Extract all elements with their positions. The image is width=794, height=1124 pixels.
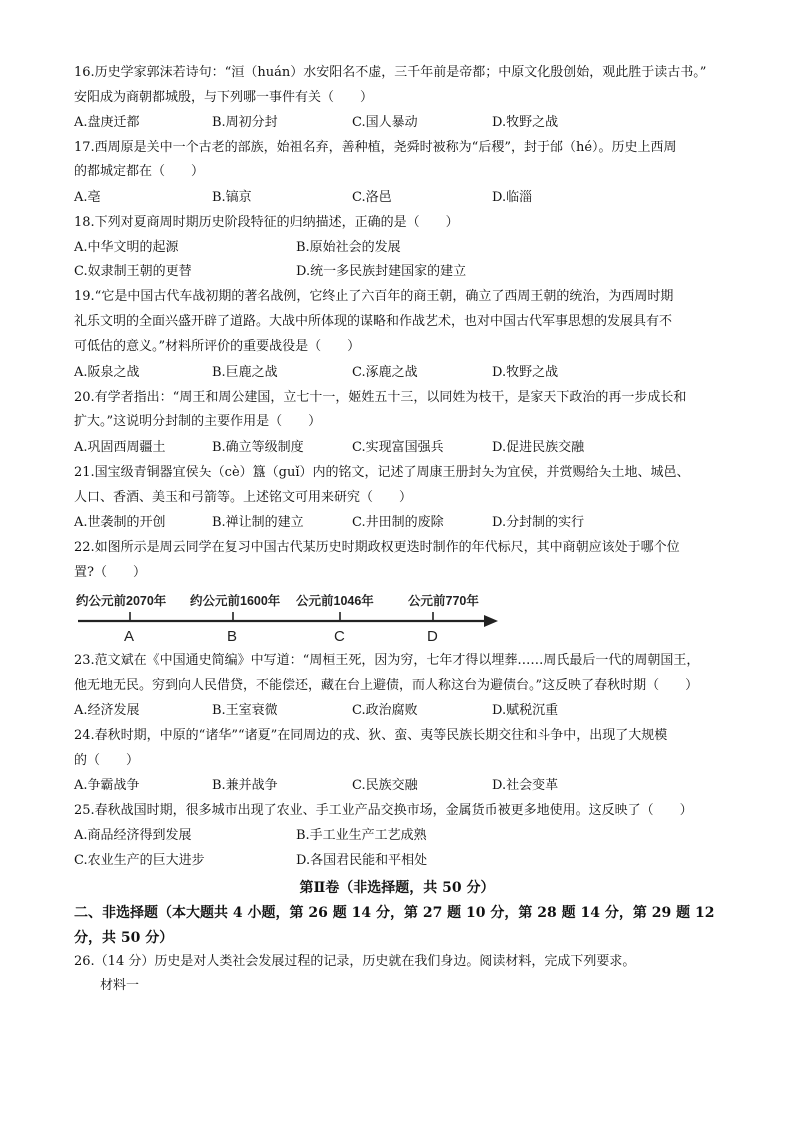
timeline-arrow-icon	[484, 615, 498, 627]
q19-option-a: A.阪泉之战	[74, 365, 140, 380]
q18-option-b: B.原始社会的发展	[296, 240, 401, 255]
q20-option-d: D.促进民族交融	[492, 440, 585, 455]
timeline-letter-b: B	[227, 628, 238, 645]
q20-option-a: A.巩固西周疆土	[74, 440, 166, 455]
q16-option-c: C.国人暴动	[352, 115, 418, 130]
question-17-line-1: 17.西周原是关中一个古老的部族，始祖名弃，善种植，尧舜时被称为“后稷”，封于邰（hé）。历史上西周	[74, 140, 677, 155]
q21-option-b: B.禅让制的建立	[212, 515, 304, 530]
question-20-line-2: 扩大。”这说明分封制的主要作用是（ ）	[74, 414, 322, 429]
question-24-line-1: 24.春秋时期，中原的“诸华”“诸夏”在同周边的戎、狄、蛮、夷等民族长期交往和斗争中，出现了大规模	[74, 728, 668, 743]
timeline-letter-a: A	[124, 628, 135, 645]
q19-option-c: C.涿鹿之战	[352, 365, 418, 380]
q17-option-a: A.亳	[74, 190, 101, 205]
q20-option-b: B.确立等级制度	[212, 440, 304, 455]
q21-option-a: A.世袭制的开创	[74, 515, 166, 530]
q24-option-b: B.兼并战争	[212, 778, 278, 793]
q20-option-c: C.实现富国强兵	[352, 440, 444, 455]
question-24-line-2: 的（ ）	[74, 753, 140, 768]
q23-option-b: B.王室衰微	[212, 703, 278, 718]
q24-option-a: A.争霸战争	[74, 778, 140, 793]
question-19-line-3: 可低估的意义。”材料所评价的重要战役是（ ）	[74, 339, 361, 354]
material-one-label: 材料一	[100, 978, 140, 993]
q24-option-d: D.社会变革	[492, 778, 559, 793]
question-22-line-1: 22.如图所示是周云同学在复习中国古代某历史时期政权更迭时制作的年代标尺，其中商朝应该处于哪个位	[74, 540, 680, 555]
question-25-line-1: 25.春秋战国时期，很多城市出现了农业、手工业产品交换市场，金属货币被更多地使用。这反映了（ ）	[74, 803, 693, 818]
timeline-date-a: 约公元前2070年	[76, 594, 167, 608]
timeline-letter-c: C	[334, 628, 345, 645]
q18-option-d: D.统一多民族封建国家的建立	[296, 264, 467, 279]
question-21-line-1: 21.国宝级青铜器宜侯夨（cè）簋（guǐ）内的铭文，记述了周康王册封夨为宜侯，并赏赐给夨土地、城邑、	[74, 465, 690, 480]
question-19-line-1: 19.“它是中国古代车战初期的著名战例，它终止了六百年的商王朝，确立了西周王朝的统治，为西周时期	[74, 289, 674, 304]
q18-option-a: A.中华文明的起源	[74, 240, 179, 255]
q16-option-a: A.盘庚迁都	[74, 115, 140, 130]
q25-option-c: C.农业生产的巨大进步	[74, 853, 205, 868]
q19-option-d: D.牧野之战	[492, 365, 559, 380]
q17-option-c: C.洛邑	[352, 190, 392, 205]
q25-option-d: D.各国君民能和平相处	[296, 853, 428, 868]
q23-option-a: A.经济发展	[74, 703, 140, 718]
question-20-line-1: 20.有学者指出：“周王和周公建国，立七十一，姬姓五十三，以同姓为枝干，是家天下政治的再一步成长和	[74, 390, 687, 405]
q18-option-c: C.奴隶制王朝的更替	[74, 264, 192, 279]
question-18-line-1: 18.下列对夏商周时期历史阶段特征的归纳描述，正确的是（ ）	[74, 215, 459, 230]
question-16-line-2: 安阳成为商朝都城殷，与下列哪一事件有关（ ）	[74, 90, 374, 105]
timeline-date-b: 约公元前1600年	[190, 594, 281, 608]
q19-option-b: B.巨鹿之战	[212, 365, 278, 380]
question-22-line-2: 置?（ ）	[74, 565, 146, 580]
q17-option-b: B.镐京	[212, 190, 252, 205]
q23-option-d: D.赋税沉重	[492, 703, 559, 718]
timeline-ruler	[74, 590, 504, 646]
q25-option-b: B.手工业生产工艺成熟	[296, 828, 427, 843]
q21-option-d: D.分封制的实行	[492, 515, 585, 530]
question-23-line-1: 23.范文斌在《中国通史简编》中写道：“周桓王死，因为穷，七年才得以埋葬……周氏最后一代的周朝国王，	[74, 653, 700, 668]
question-19-line-2: 礼乐文明的全面兴盛开辟了道路。大战中所体现的谋略和作战艺术，也对中国古代军事思想的发展具有不	[74, 314, 673, 329]
timeline-date-c: 公元前1046年	[296, 594, 374, 608]
question-17-line-2: 的都城定都在（ ）	[74, 164, 205, 179]
q21-option-c: C.井田制的废除	[352, 515, 444, 530]
q24-option-c: C.民族交融	[352, 778, 418, 793]
part-two-title: 第Ⅱ卷（非选择题，共 50 分）	[299, 880, 495, 896]
timeline-letter-d: D	[427, 628, 438, 645]
q16-option-b: B.周初分封	[212, 115, 278, 130]
q25-option-a: A.商品经济得到发展	[74, 828, 192, 843]
timeline-date-d: 公元前770年	[408, 594, 479, 608]
question-23-line-2: 他无地无民。穷到向人民借贷，不能偿还，藏在台上避债，而人称这台为避债台。”这反映了春秋时期（ ）	[74, 678, 699, 693]
section-two-heading-line-2: 分，共 50 分）	[74, 930, 174, 946]
q17-option-d: D.临淄	[492, 190, 533, 205]
question-21-line-2: 人口、香酒、美玉和弓箭等。上述铭文可用来研究（ ）	[74, 490, 413, 505]
q16-option-d: D.牧野之战	[492, 115, 559, 130]
question-26-line-1: 26.（14 分）历史是对人类社会发展过程的记录，历史就在我们身边。阅读材料，完成下列要求。	[74, 954, 636, 969]
q23-option-c: C.政治腐败	[352, 703, 418, 718]
section-two-heading-line-1: 二、非选择题（本大题共 4 小题，第 26 题 14 分，第 27 题 10 分，第 28 题 14 分，第 29 题 12	[74, 905, 715, 921]
question-16-line-1: 16.历史学家郭沫若诗句：“洹（huán）水安阳名不虚，三千年前是帝都；中原文化殷创始，观此胜于读古书。”	[74, 65, 707, 80]
